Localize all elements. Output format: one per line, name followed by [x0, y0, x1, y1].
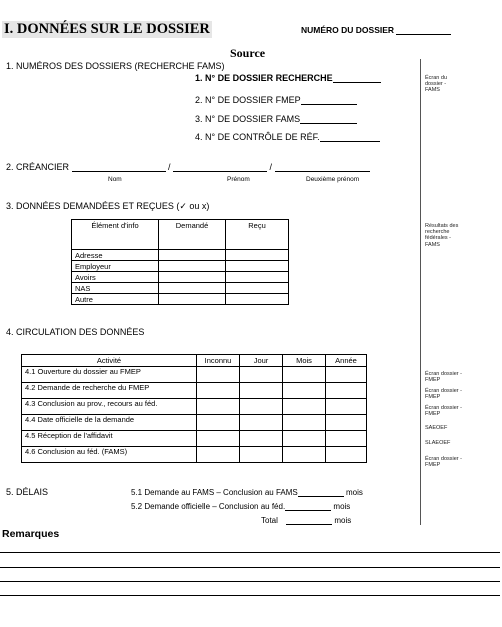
cell-jour[interactable] [240, 447, 283, 463]
cell-mois[interactable] [283, 383, 326, 399]
remarks-heading: Remarques [2, 528, 60, 540]
cell-annee[interactable] [326, 447, 367, 463]
label-prenom: Prénom [227, 176, 250, 183]
remarks-line[interactable] [0, 595, 500, 596]
cell-demande[interactable] [159, 272, 226, 283]
source-note: Écran dossier - FMEP [425, 405, 462, 418]
cell-mois[interactable] [283, 415, 326, 431]
cell-demande[interactable] [159, 283, 226, 294]
cell-annee[interactable] [326, 415, 367, 431]
delai-fams-line: 5.1 Demande au FAMS – Conclusion au FAMS mois [131, 488, 363, 497]
cell-inconnu[interactable] [197, 447, 240, 463]
col-annee: Année [326, 355, 367, 367]
table-row [72, 294, 289, 305]
table-header-row [22, 355, 367, 367]
label-deuxieme-prenom: Deuxième prénom [306, 176, 360, 183]
dossier-recherche-field[interactable] [333, 82, 381, 83]
cell-jour[interactable] [240, 415, 283, 431]
col-demande: Demandé [159, 220, 226, 250]
dossier-fmep-field[interactable] [301, 104, 357, 105]
dossier-fams-field[interactable] [300, 123, 357, 124]
delai-officiel-line: 5.2 Demande officielle – Conclusion au féd. mois [131, 502, 351, 511]
table-row [22, 431, 367, 447]
cell-jour[interactable] [240, 383, 283, 399]
creancier-prenom-field[interactable] [173, 171, 267, 172]
cell-inconnu[interactable] [197, 367, 240, 383]
dossier-recherche-line: 1. N° DE DOSSIER RECHERCHE [195, 73, 381, 83]
col-jour: Jour [240, 355, 283, 367]
col-mois: Mois [283, 355, 326, 367]
section5-title: 5. DÉLAIS [6, 487, 49, 497]
cell-jour[interactable] [240, 367, 283, 383]
delai-total-line: Total mois [261, 516, 352, 525]
controle-ref-line: 4. N° DE CONTRÔLE DE RÉF. [195, 132, 380, 142]
table-row [22, 383, 367, 399]
table-row [22, 399, 367, 415]
cell-jour[interactable] [240, 399, 283, 415]
row-label: 4.4 Date officielle de la demande [22, 415, 197, 431]
source-note: Écran du dossier - FAMS [425, 75, 448, 94]
cell-inconnu[interactable] [197, 399, 240, 415]
delai-fams-field[interactable] [298, 496, 344, 497]
row-label: Employeur [72, 261, 159, 272]
row-label: Avoirs [72, 272, 159, 283]
col-recu: Reçu [226, 220, 289, 250]
section4-title: 4. CIRCULATION DES DONNÉES [6, 327, 145, 337]
table-header-row [72, 220, 289, 250]
cell-mois[interactable] [283, 431, 326, 447]
cell-annee[interactable] [326, 367, 367, 383]
cell-mois[interactable] [283, 447, 326, 463]
source-note: Résultats des recherche fédérales - FAMS [425, 223, 459, 248]
donnees-table [71, 219, 289, 305]
source-heading: Source [230, 46, 266, 60]
controle-ref-field[interactable] [320, 141, 380, 142]
cell-demande[interactable] [159, 294, 226, 305]
source-note: SLAEOEF [425, 440, 451, 446]
source-note: Écran dossier - FMEP [425, 388, 462, 401]
circulation-table [21, 354, 367, 463]
section1-title: 1. NUMÉROS DES DOSSIERS (RECHERCHE FAMS) [6, 61, 225, 71]
table-row [22, 367, 367, 383]
creancier-nom-field[interactable] [72, 171, 166, 172]
creancier-deuxieme-prenom-field[interactable] [275, 171, 370, 172]
col-element: Élément d'info [72, 220, 159, 250]
page-title: I. DONNÉES SUR LE DOSSIER [4, 21, 210, 37]
row-label: 4.6 Conclusion au féd. (FAMS) [22, 447, 197, 463]
row-label: 4.3 Conclusion au prov., recours au féd. [22, 399, 197, 415]
dossier-number-label: NUMÉRO DU DOSSIER [301, 25, 451, 35]
dossier-number-field[interactable] [396, 34, 451, 35]
cell-recu[interactable] [226, 250, 289, 261]
delai-total-field[interactable] [286, 524, 332, 525]
remarks-line[interactable] [0, 567, 500, 568]
source-note: Écran dossier - FMEP [425, 456, 462, 469]
cell-mois[interactable] [283, 399, 326, 415]
cell-inconnu[interactable] [197, 431, 240, 447]
cell-recu[interactable] [226, 283, 289, 294]
col-activite: Activité [22, 355, 197, 367]
cell-mois[interactable] [283, 367, 326, 383]
cell-annee[interactable] [326, 383, 367, 399]
table-row [72, 283, 289, 294]
cell-recu[interactable] [226, 261, 289, 272]
delai-officiel-field[interactable] [285, 510, 331, 511]
cell-annee[interactable] [326, 431, 367, 447]
section2-title: 2. CRÉANCIER / / [6, 162, 370, 172]
table-row [72, 261, 289, 272]
cell-demande[interactable] [159, 261, 226, 272]
cell-recu[interactable] [226, 294, 289, 305]
section3-title: 3. DONNÉES DEMANDÉES ET REÇUES (✓ ou x) [6, 201, 210, 211]
cell-demande[interactable] [159, 250, 226, 261]
row-label: NAS [72, 283, 159, 294]
cell-inconnu[interactable] [197, 383, 240, 399]
cell-inconnu[interactable] [197, 415, 240, 431]
row-label: 4.5 Réception de l'affidavit [22, 431, 197, 447]
cell-annee[interactable] [326, 399, 367, 415]
label-nom: Nom [108, 176, 122, 183]
source-note: SAEOEF [425, 425, 448, 431]
table-row [22, 415, 367, 431]
table-row [22, 447, 367, 463]
table-row [72, 250, 289, 261]
source-divider [420, 59, 421, 525]
source-note: Écran dossier - FMEP [425, 371, 462, 384]
cell-jour[interactable] [240, 431, 283, 447]
col-inconnu: Inconnu [197, 355, 240, 367]
dossier-fams-line: 3. N° DE DOSSIER FAMS [195, 114, 357, 124]
remarks-line[interactable] [0, 581, 500, 582]
row-label: Autre [72, 294, 159, 305]
remarks-line[interactable] [0, 552, 500, 553]
row-label: 4.1 Ouverture du dossier au FMEP [22, 367, 197, 383]
cell-recu[interactable] [226, 272, 289, 283]
table-row [72, 272, 289, 283]
row-label: Adresse [72, 250, 159, 261]
dossier-fmep-line: 2. N° DE DOSSIER FMEP [195, 95, 357, 105]
row-label: 4.2 Demande de recherche du FMEP [22, 383, 197, 399]
